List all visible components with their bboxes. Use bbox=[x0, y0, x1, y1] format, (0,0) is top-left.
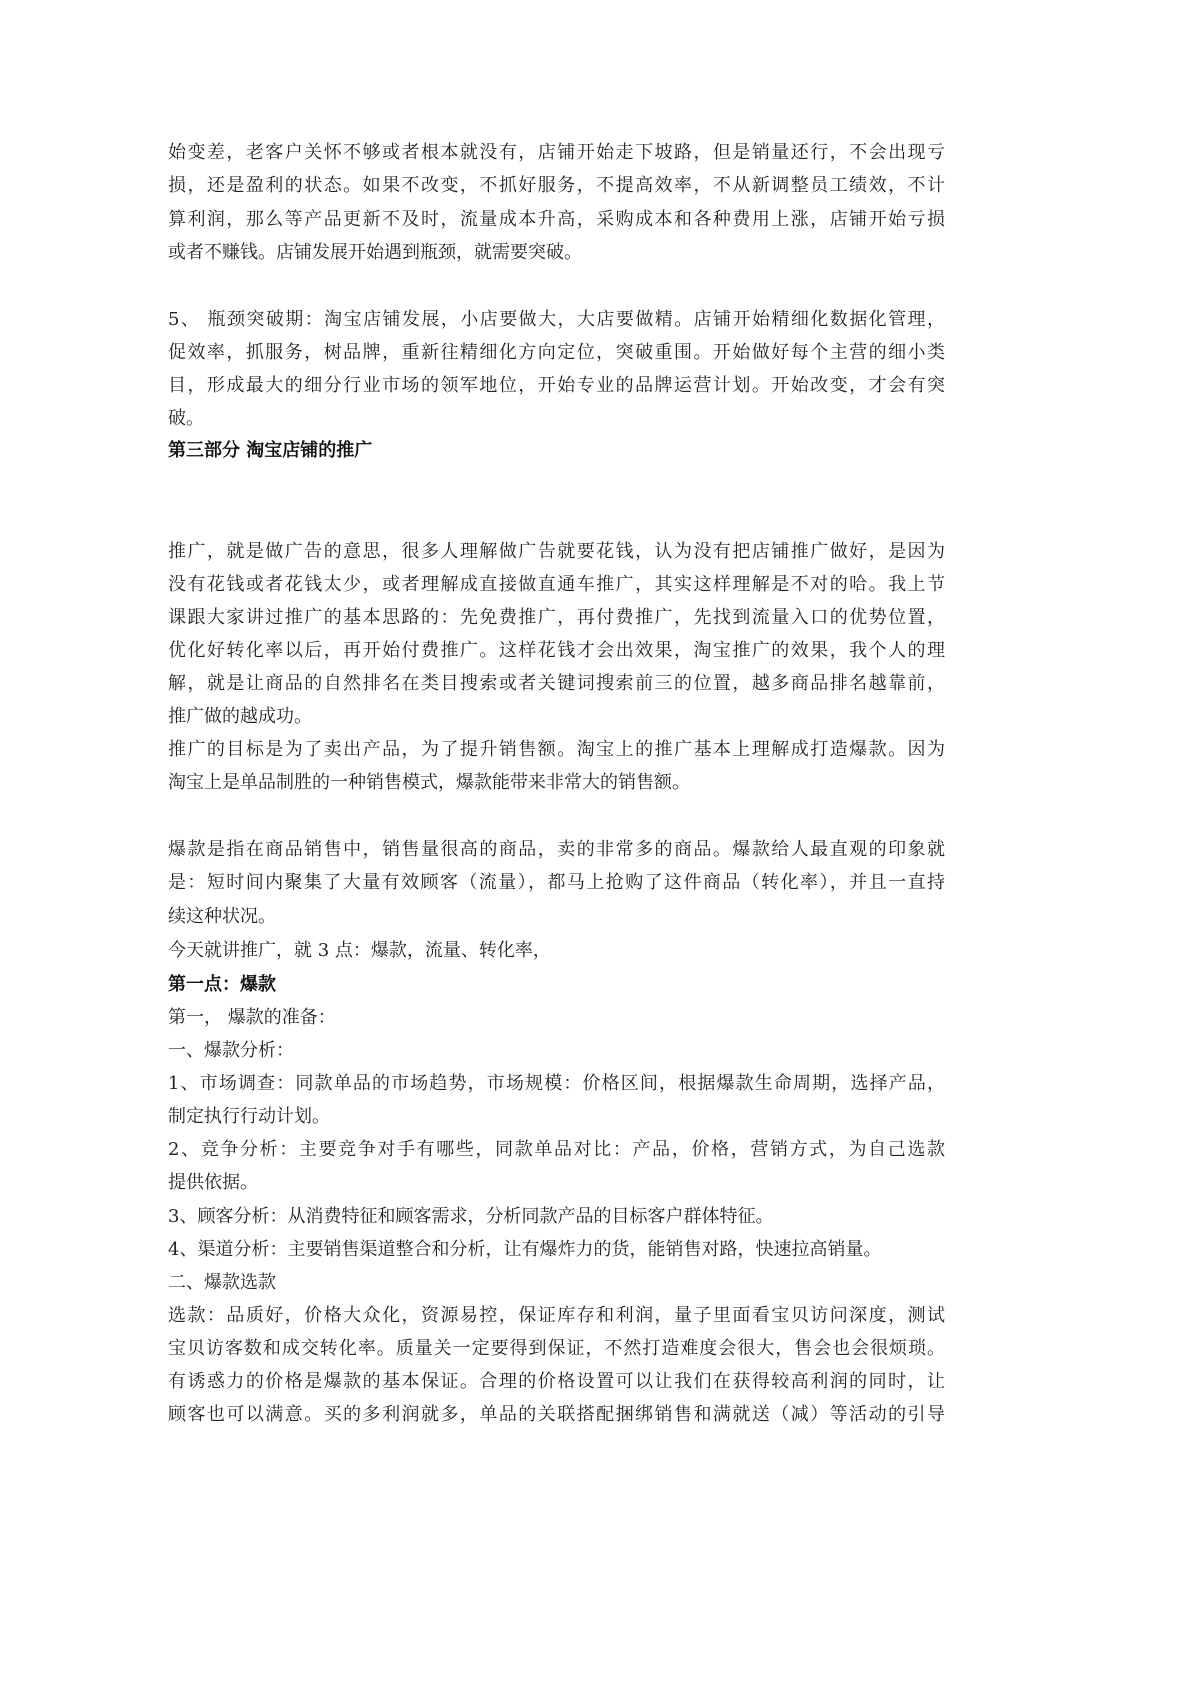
paragraph-line: 是：短时间内聚集了大量有效顾客（流量），都马上抢购了这件商品（转化率），并且一直持 bbox=[168, 872, 945, 893]
paragraph-line: 算利润，那么等产品更新不及时，流量成本升高，采购成本和各种费用上涨，店铺开始亏损 bbox=[168, 209, 945, 230]
paragraph-line: 有诱惑力的价格是爆款的基本保证。合理的价格设置可以让我们在获得较高利润的同时，让 bbox=[168, 1371, 945, 1392]
paragraph-line: 续这种状况。 bbox=[168, 906, 276, 927]
paragraph-line: 课跟大家讲过推广的基本思路的：先免费推广，再付费推广，先找到流量入口的优势位置， bbox=[168, 607, 945, 628]
paragraph-line: 损，还是盈利的状态。如果不改变，不抓好服务，不提高效率，不从新调整员工绩效，不计 bbox=[168, 175, 945, 196]
paragraph-line: 优化好转化率以后，再开始付费推广。这样花钱才会出效果，淘宝推广的效果，我个人的理 bbox=[168, 640, 945, 661]
paragraph-line: 或者不赚钱。店铺发展开始遇到瓶颈，就需要突破。 bbox=[168, 242, 582, 263]
paragraph-line: 制定执行行动计划。 bbox=[168, 1106, 330, 1127]
paragraph-line: 第一， 爆款的准备： bbox=[168, 1007, 336, 1028]
paragraph-line: 二、爆款选款 bbox=[168, 1272, 276, 1293]
paragraph-line: 促效率，抓服务，树品牌，重新往精细化方向定位，突破重围。开始做好每个主营的细小类 bbox=[168, 342, 945, 363]
paragraph-line: 推广的目标是为了卖出产品，为了提升销售额。淘宝上的推广基本上理解成打造爆款。因为 bbox=[168, 739, 945, 760]
paragraph-line: 解，就是让商品的自然排名在类目搜索或者关键词搜索前三的位置，越多商品排名越靠前， bbox=[168, 673, 945, 694]
paragraph-line: 1、市场调查：同款单品的市场趋势，市场规模：价格区间，根据爆款生命周期，选择产品， bbox=[168, 1073, 945, 1094]
paragraph-line: 3、顾客分析：从消费特征和顾客需求，分析同款产品的目标客户群体特征。 bbox=[168, 1206, 774, 1227]
paragraph-line: 推广，就是做广告的意思，很多人理解做广告就要花钱，认为没有把店铺推广做好，是因为 bbox=[168, 541, 945, 562]
paragraph-line: 一、爆款分析： bbox=[168, 1040, 294, 1061]
paragraph-line: 5、 瓶颈突破期：淘宝店铺发展，小店要做大，大店要做精。店铺开始精细化数据化管理， bbox=[168, 309, 945, 330]
paragraph-line: 选款：品质好，价格大众化，资源易控，保证库存和利润，量子里面看宝贝访问深度，测试 bbox=[168, 1305, 945, 1326]
paragraph-line: 顾客也可以满意。买的多利润就多，单品的关联搭配捆绑销售和满就送（减）等活动的引导 bbox=[168, 1404, 945, 1425]
paragraph-line: 爆款是指在商品销售中，销售量很高的商品，卖的非常多的商品。爆款给人最直观的印象就 bbox=[168, 839, 945, 860]
section-heading: 第三部分 淘宝店铺的推广 bbox=[168, 440, 373, 461]
paragraph-line: 没有花钱或者花钱太少，或者理解成直接做直通车推广，其实这样理解是不对的哈。我上节 bbox=[168, 574, 945, 595]
paragraph-line: 目，形成最大的细分行业市场的领军地位，开始专业的品牌运营计划。开始改变，才会有突 bbox=[168, 375, 945, 396]
paragraph-line: 4、渠道分析：主要销售渠道整合和分析，让有爆炸力的货，能销售对路，快速拉高销量。 bbox=[168, 1239, 882, 1260]
paragraph-line: 破。 bbox=[168, 408, 204, 429]
paragraph-line: 宝贝访客数和成交转化率。质量关一定要得到保证，不然打造难度会很大，售会也会很烦琐。 bbox=[168, 1338, 945, 1359]
section-heading: 第一点：爆款 bbox=[168, 974, 276, 995]
paragraph-line: 始变差，老客户关怀不够或者根本就没有，店铺开始走下坡路，但是销量还行，不会出现亏 bbox=[168, 142, 945, 163]
paragraph-line: 今天就讲推广，就 3 点：爆款，流量、转化率， bbox=[168, 940, 551, 961]
paragraph-line: 2、竞争分析：主要竞争对手有哪些，同款单品对比：产品，价格，营销方式，为自己选款 bbox=[168, 1139, 945, 1160]
paragraph-line: 淘宝上是单品制胜的一种销售模式，爆款能带来非常大的销售额。 bbox=[168, 772, 690, 793]
paragraph-line: 提供依据。 bbox=[168, 1172, 258, 1193]
paragraph-line: 推广做的越成功。 bbox=[168, 706, 312, 727]
